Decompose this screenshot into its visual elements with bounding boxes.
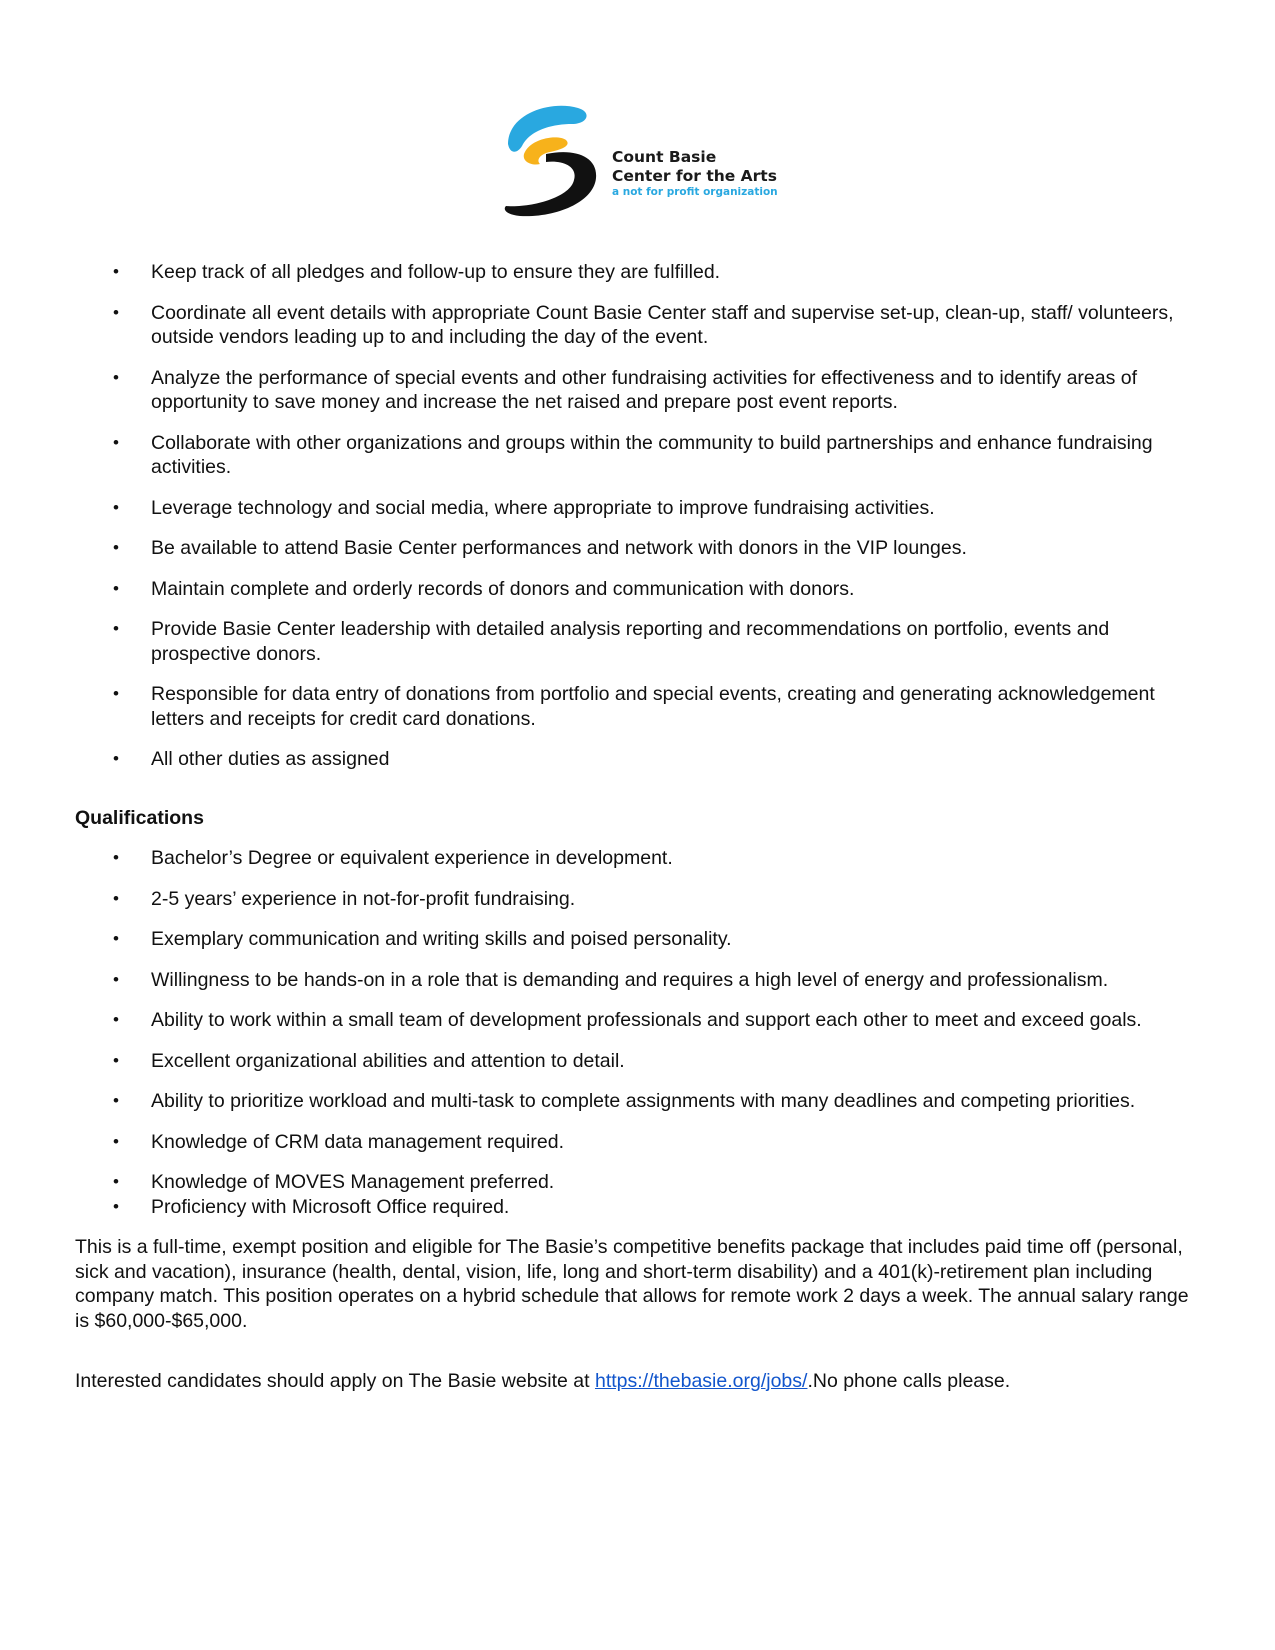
qualification-item: • 2-5 years’ experience in not-for-profit fundraising. (75, 887, 1205, 912)
duties-list (75, 260, 1205, 772)
organization-logo (500, 102, 800, 232)
duty-item: • Analyze the performance of special events and other fundraising activities for effectiveness and to identify areas of opportunity to save money and increase the net raised and prepare post event reports. (75, 366, 1205, 415)
qualifications-list (75, 846, 1205, 1219)
qualification-item: • Excellent organizational abilities and attention to detail. (75, 1049, 1205, 1074)
qualification-item: • Bachelor’s Degree or equivalent experience in development. (75, 846, 1205, 871)
duty-item: • Be available to attend Basie Center performances and network with donors in the VIP lounges. (75, 536, 1205, 561)
qualification-item: • Willingness to be hands-on in a role that is demanding and requires a high level of energy and professionalism. (75, 968, 1205, 993)
qualification-item: • Knowledge of MOVES Management preferred. (75, 1170, 1205, 1195)
logo-name-line1: Count Basie (612, 148, 717, 166)
duty-item: • Coordinate all event details with appropriate Count Basie Center staff and supervise set-up, clean-up, staff/ volunteers, outside vendors leading up to and including the day of the event. (75, 301, 1205, 350)
apply-prefix: Interested candidates should apply on The Basie website at (75, 1370, 595, 1392)
logo-name-line2: Center for the Arts (612, 167, 777, 185)
count-basie-b-mark-icon (500, 102, 610, 227)
duty-item: • Responsible for data entry of donations from portfolio and special events, creating and generating acknowledgement letters and receipts for credit card donations. (75, 682, 1205, 731)
duty-item: • Provide Basie Center leadership with detailed analysis reporting and recommendations on portfolio, events and prospective donors. (75, 617, 1205, 666)
qualifications-heading: Qualifications (75, 806, 204, 829)
logo-text (612, 148, 778, 199)
qualification-item: • Exemplary communication and writing skills and poised personality. (75, 927, 1205, 952)
benefits-paragraph: This is a full-time, exempt position and eligible for The Basie’s competitive benefits package that includes paid time off (personal, sick and vacation), insurance (health, dental, vision, life, long and short-term disability) and a 401(k)-retirement plan including company match. This position operates on a hybrid schedule that allows for remote work 2 days a week. The annual salary range is $60,000-$65,000. (75, 1236, 1189, 1332)
qualification-item: • Ability to work within a small team of development professionals and support each other to meet and exceed goals. (75, 1008, 1205, 1033)
qualification-item: • Knowledge of CRM data management required. (75, 1130, 1205, 1155)
duty-item: • Collaborate with other organizations and groups within the community to build partnerships and enhance fundraising activities. (75, 431, 1205, 480)
apply-suffix: .No phone calls please. (807, 1370, 1011, 1392)
qualification-item: • Ability to prioritize workload and multi-task to complete assignments with many deadlines and competing priorities. (75, 1089, 1205, 1114)
jobs-link[interactable]: https://thebasie.org/jobs/ (594, 1370, 808, 1392)
logo-tagline: a not for profit organization (612, 186, 778, 198)
qualification-item: • Proficiency with Microsoft Office required. (75, 1195, 1205, 1220)
duty-item: • Keep track of all pledges and follow-up to ensure they are fulfilled. (75, 260, 1205, 285)
apply-paragraph (75, 1369, 1205, 1394)
document-body (75, 260, 1205, 1394)
duty-item: • All other duties as assigned (75, 747, 1205, 772)
duty-item: • Leverage technology and social media, where appropriate to improve fundraising activities. (75, 496, 1205, 521)
duty-item: • Maintain complete and orderly records of donors and communication with donors. (75, 577, 1205, 602)
